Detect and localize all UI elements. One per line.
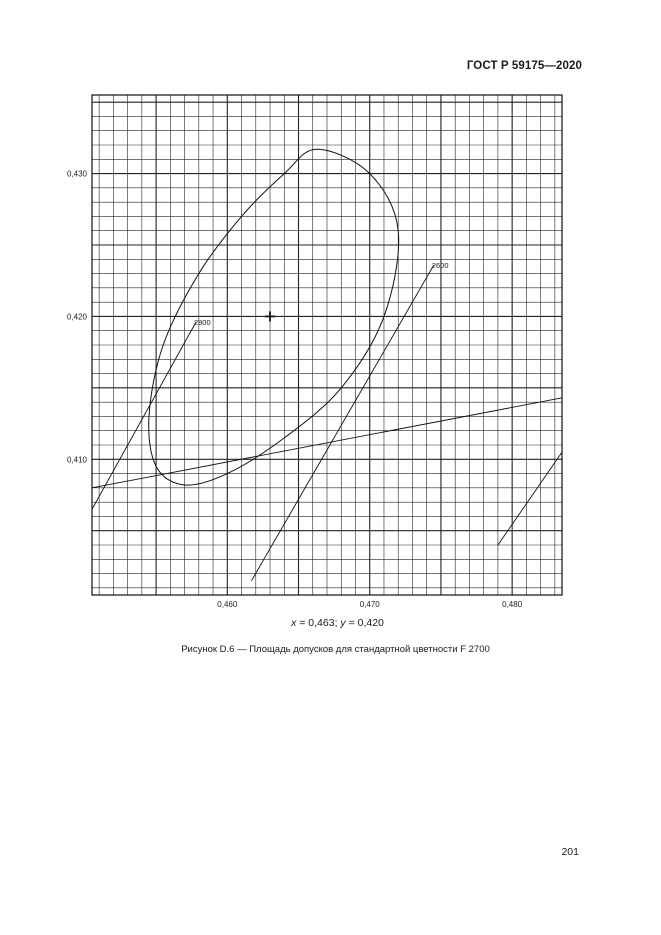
y-value: = 0,420 — [345, 617, 384, 629]
page-number: 201 — [561, 846, 579, 858]
cct-label-2600: 2600 — [431, 261, 449, 270]
standard-header: ГОСТ Р 59175—2020 — [466, 60, 582, 72]
tick-labels — [67, 170, 523, 609]
cct-label-2800: 2800 — [193, 318, 211, 328]
y-tick-label: 0,410 — [66, 455, 87, 465]
grid — [92, 95, 562, 595]
x-tick-label: 0,460 — [217, 600, 238, 609]
center-point-caption — [0, 617, 661, 629]
y-variable: y — [340, 617, 346, 629]
cct-line-2800 — [92, 322, 196, 509]
center-marker — [265, 311, 275, 321]
x-tick-label: 0,480 — [502, 600, 523, 609]
x-value: = 0,463; — [296, 617, 341, 629]
cct-line-2600 — [252, 265, 434, 581]
x-tick-label: 0,470 — [359, 600, 380, 609]
x-variable: x — [291, 617, 297, 629]
y-tick-label: 0,430 — [66, 169, 87, 179]
figure-caption: Рисунок D.6 — Площадь допусков для стандартной цветности F 2700 — [181, 644, 490, 655]
y-tick-label: 0,420 — [66, 312, 87, 322]
